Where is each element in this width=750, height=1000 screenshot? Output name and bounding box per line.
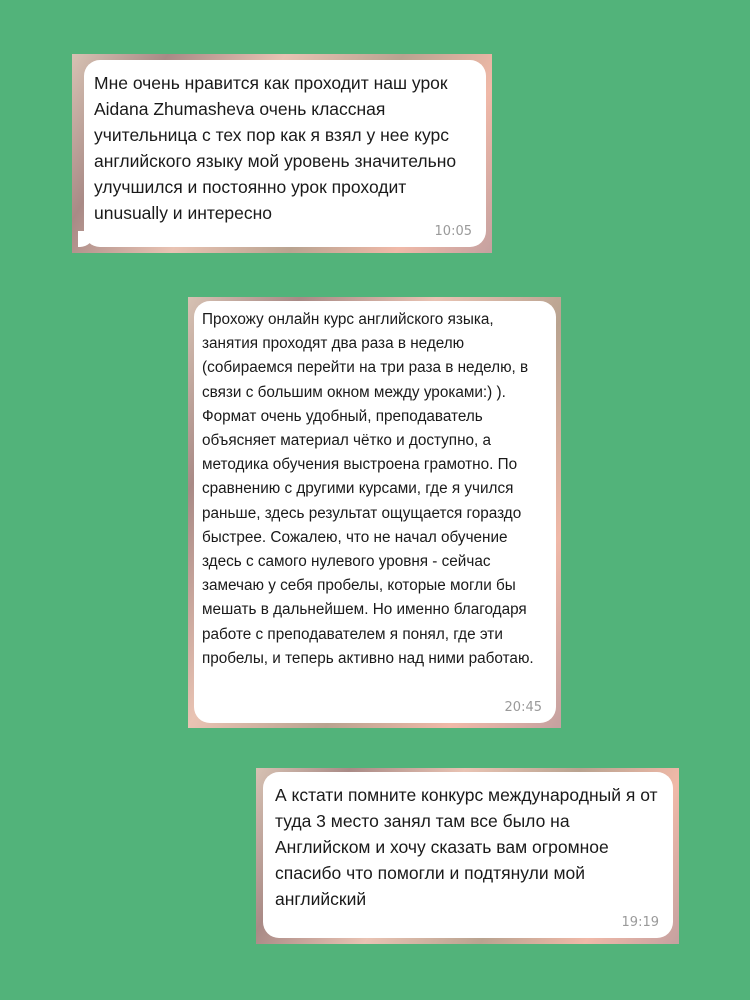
message-text: Мне очень нравится как проходит наш урок Aidana Zhumasheva очень классная учительница с тех пор как я взял у нее курс английского языку мой уровень значительно улучшился и постоянно урок проходит unusually и интересно — [94, 73, 457, 223]
message-timestamp: 10:05 — [434, 224, 472, 239]
message-bubble-2[interactable] — [194, 301, 556, 723]
message-text: Прохожу онлайн курс английского языка, занятия проходят два раза в неделю (собираемся перейти на три раза в неделю, в связи с большим окном между уроками:) ). Формат очень удобный, преподаватель объясняет материал чётко и доступно, а методика обучения выстроена грамотно. По сравнению с другими курсами, где я учился раньше, здесь результат ощущается гораздо быстрее. Сожалею, что не начал обучение здесь с самого нулевого уровня - сейчас замечаю у себя пробелы, которые могли бы мешать в дальнейшем. Но именно благодаря работе с преподавателем я понял, где эти пробелы, и теперь активно над ними работаю. — [202, 311, 534, 667]
bubble-tail — [78, 231, 94, 247]
message-timestamp: 19:19 — [621, 915, 659, 930]
message-bubble-1[interactable] — [84, 60, 486, 247]
message-timestamp: 20:45 — [504, 700, 542, 715]
message-text: А кстати помните конкурс международный я от туда 3 место занял там все было на Английском и хочу сказать вам огромное спасибо что помогли и подтянули мой английский — [275, 785, 658, 909]
message-bubble-3[interactable] — [263, 772, 673, 938]
